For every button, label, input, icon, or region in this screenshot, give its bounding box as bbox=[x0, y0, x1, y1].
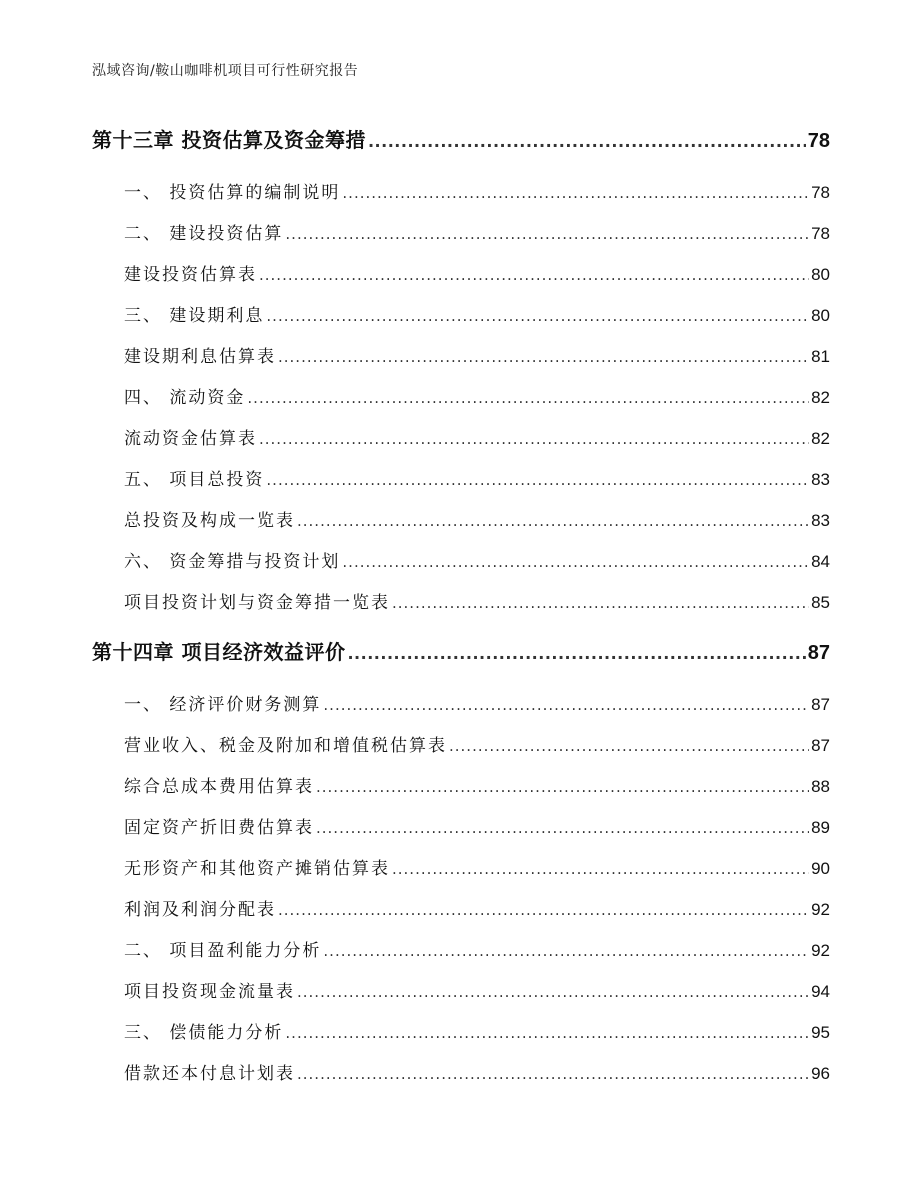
toc-table-entry[interactable] bbox=[92, 588, 830, 613]
dot-leader bbox=[316, 777, 809, 796]
toc-table-entry[interactable] bbox=[92, 895, 830, 920]
toc-entry-title: 流动资金估算表 bbox=[124, 429, 257, 449]
toc-section[interactable] bbox=[92, 301, 830, 326]
toc-entry-title: 四、 流动资金 bbox=[124, 388, 246, 408]
dot-leader bbox=[316, 818, 809, 837]
toc-entry-page: 78 bbox=[811, 183, 830, 202]
dot-leader bbox=[342, 183, 809, 202]
dot-leader bbox=[278, 900, 809, 919]
dot-leader bbox=[297, 1064, 809, 1083]
toc-entry-page: 90 bbox=[811, 859, 830, 878]
dot-leader bbox=[278, 347, 809, 366]
toc-entry-title: 项目投资计划与资金筹措一览表 bbox=[124, 593, 390, 613]
toc-section[interactable] bbox=[92, 219, 830, 244]
toc-entry-page: 78 bbox=[811, 224, 830, 243]
toc-entry-title: 借款还本付息计划表 bbox=[124, 1064, 295, 1084]
toc-entry-title: 三、 建设期利息 bbox=[124, 306, 265, 326]
toc-entry-title: 一、 投资估算的编制说明 bbox=[124, 183, 341, 203]
toc-entry-title: 第十四章 项目经济效益评价 bbox=[92, 640, 346, 664]
dot-leader bbox=[297, 982, 809, 1001]
dot-leader bbox=[247, 388, 809, 407]
dot-leader bbox=[449, 736, 809, 755]
toc-entry-title: 总投资及构成一览表 bbox=[124, 511, 295, 531]
toc-table-entry[interactable] bbox=[92, 424, 830, 449]
toc-entry-page: 87 bbox=[807, 642, 830, 664]
toc-table-entry[interactable] bbox=[92, 260, 830, 285]
toc-entry-title: 二、 项目盈利能力分析 bbox=[124, 941, 322, 961]
toc-entry-page: 80 bbox=[811, 306, 830, 325]
dot-leader bbox=[297, 511, 809, 530]
toc-table-entry[interactable] bbox=[92, 772, 830, 797]
toc-section[interactable] bbox=[92, 547, 830, 572]
toc-entry-title: 五、 项目总投资 bbox=[124, 470, 265, 490]
toc-table-entry[interactable] bbox=[92, 342, 830, 367]
toc-entry-title: 建设投资估算表 bbox=[124, 265, 257, 285]
toc-entry-page: 85 bbox=[811, 593, 830, 612]
toc-entry-title: 无形资产和其他资产摊销估算表 bbox=[124, 859, 390, 879]
toc-table-entry[interactable] bbox=[92, 854, 830, 879]
toc-entry-page: 95 bbox=[811, 1023, 830, 1042]
toc-entry-title: 第十三章 投资估算及资金筹措 bbox=[92, 128, 366, 152]
toc-chapter-13[interactable] bbox=[92, 124, 830, 153]
toc-entry-title: 固定资产折旧费估算表 bbox=[124, 818, 314, 838]
toc-section[interactable] bbox=[92, 1018, 830, 1043]
toc-entry-page: 82 bbox=[811, 429, 830, 448]
dot-leader bbox=[259, 429, 809, 448]
toc-entry-page: 78 bbox=[807, 130, 830, 152]
dot-leader bbox=[323, 695, 809, 714]
toc-entry-page: 83 bbox=[811, 511, 830, 530]
toc-entry-page: 81 bbox=[811, 347, 830, 366]
toc-table-entry[interactable] bbox=[92, 813, 830, 838]
toc-entry-page: 88 bbox=[811, 777, 830, 796]
toc-table-entry[interactable] bbox=[92, 731, 830, 756]
toc-entry-title: 建设期利息估算表 bbox=[124, 347, 276, 367]
dot-leader bbox=[259, 265, 809, 284]
dot-leader bbox=[368, 132, 806, 151]
toc-entry-page: 87 bbox=[811, 695, 830, 714]
dot-leader bbox=[266, 470, 809, 489]
dot-leader bbox=[392, 593, 809, 612]
toc-section[interactable] bbox=[92, 936, 830, 961]
toc-entry-page: 96 bbox=[811, 1064, 830, 1083]
dot-leader bbox=[285, 1023, 809, 1042]
toc-entry-page: 83 bbox=[811, 470, 830, 489]
toc-section[interactable] bbox=[92, 383, 830, 408]
toc-entry-page: 92 bbox=[811, 941, 830, 960]
dot-leader bbox=[347, 644, 805, 663]
toc-table-entry[interactable] bbox=[92, 506, 830, 531]
toc-entry-page: 94 bbox=[811, 982, 830, 1001]
dot-leader bbox=[342, 552, 809, 571]
dot-leader bbox=[392, 859, 809, 878]
toc-entry-title: 三、 偿债能力分析 bbox=[124, 1023, 284, 1043]
toc-entry-title: 二、 建设投资估算 bbox=[124, 224, 284, 244]
toc-entry-title: 利润及利润分配表 bbox=[124, 900, 276, 920]
toc-entry-page: 84 bbox=[811, 552, 830, 571]
dot-leader bbox=[323, 941, 809, 960]
toc-entry-page: 80 bbox=[811, 265, 830, 284]
toc-entry-title: 营业收入、税金及附加和增值税估算表 bbox=[124, 736, 447, 756]
dot-leader bbox=[266, 306, 809, 325]
toc-chapter-14[interactable] bbox=[92, 636, 830, 665]
toc-table-entry[interactable] bbox=[92, 977, 830, 1002]
toc-entry-page: 92 bbox=[811, 900, 830, 919]
toc-section[interactable] bbox=[92, 465, 830, 490]
toc-entry-title: 六、 资金筹措与投资计划 bbox=[124, 552, 341, 572]
dot-leader bbox=[285, 224, 809, 243]
running-header: 泓域咨询/鞍山咖啡机项目可行性研究报告 bbox=[92, 63, 359, 79]
toc-entry-page: 89 bbox=[811, 818, 830, 837]
toc-section[interactable] bbox=[92, 178, 830, 203]
toc-entry-page: 82 bbox=[811, 388, 830, 407]
toc-table-entry[interactable] bbox=[92, 1059, 830, 1084]
toc-entry-title: 项目投资现金流量表 bbox=[124, 982, 295, 1002]
toc-entry-page: 87 bbox=[811, 736, 830, 755]
toc-entry-title: 一、 经济评价财务测算 bbox=[124, 695, 322, 715]
toc-section[interactable] bbox=[92, 690, 830, 715]
toc-entry-title: 综合总成本费用估算表 bbox=[124, 777, 314, 797]
